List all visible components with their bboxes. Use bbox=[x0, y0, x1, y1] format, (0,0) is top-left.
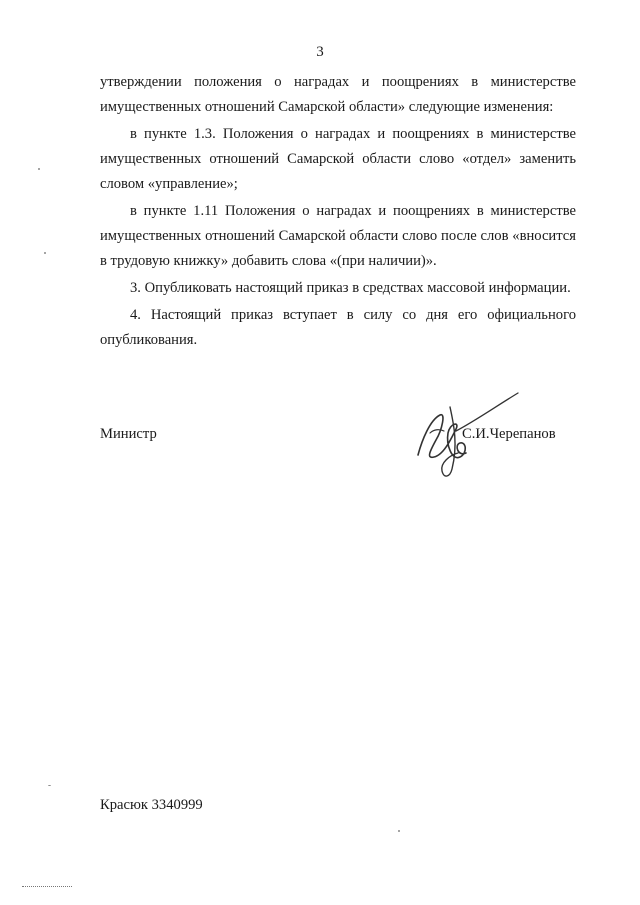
scan-speck bbox=[398, 830, 400, 832]
document-body bbox=[100, 70, 576, 353]
paragraph-amendment-1-3: в пункте 1.3. Положения о наградах и поощрениях в министерстве имущественных отношений Самарской области слово «отдел» заменить словом «управление»; bbox=[100, 126, 576, 192]
scan-speck bbox=[38, 168, 40, 170]
paragraph-intro-continuation: утверждении положения о наградах и поощрениях в министерстве имущественных отношений Самарской области» следующие изменения: bbox=[100, 74, 576, 115]
scan-artifact-rule bbox=[22, 886, 72, 887]
signature-block bbox=[100, 420, 576, 480]
position-title: Министр bbox=[100, 426, 157, 442]
paragraph-publish: 3. Опубликовать настоящий приказ в средствах массовой информации. bbox=[130, 280, 571, 296]
scan-speck bbox=[44, 252, 46, 254]
page-number: 3 bbox=[316, 44, 324, 60]
signer-name: С.И.Черепанов bbox=[462, 426, 556, 442]
paragraph-effective-date: 4. Настоящий приказ вступает в силу со дня его официального опубликования. bbox=[100, 307, 576, 348]
executor-contact: Красюк 3340999 bbox=[100, 797, 203, 813]
scan-speck bbox=[48, 785, 51, 786]
paragraph-amendment-1-11: в пункте 1.11 Положения о наградах и поощрениях в министерстве имущественных отношений Самарской области слово после слов «вносится в трудовую книжку» добавить слова «(при наличии)». bbox=[100, 203, 576, 269]
